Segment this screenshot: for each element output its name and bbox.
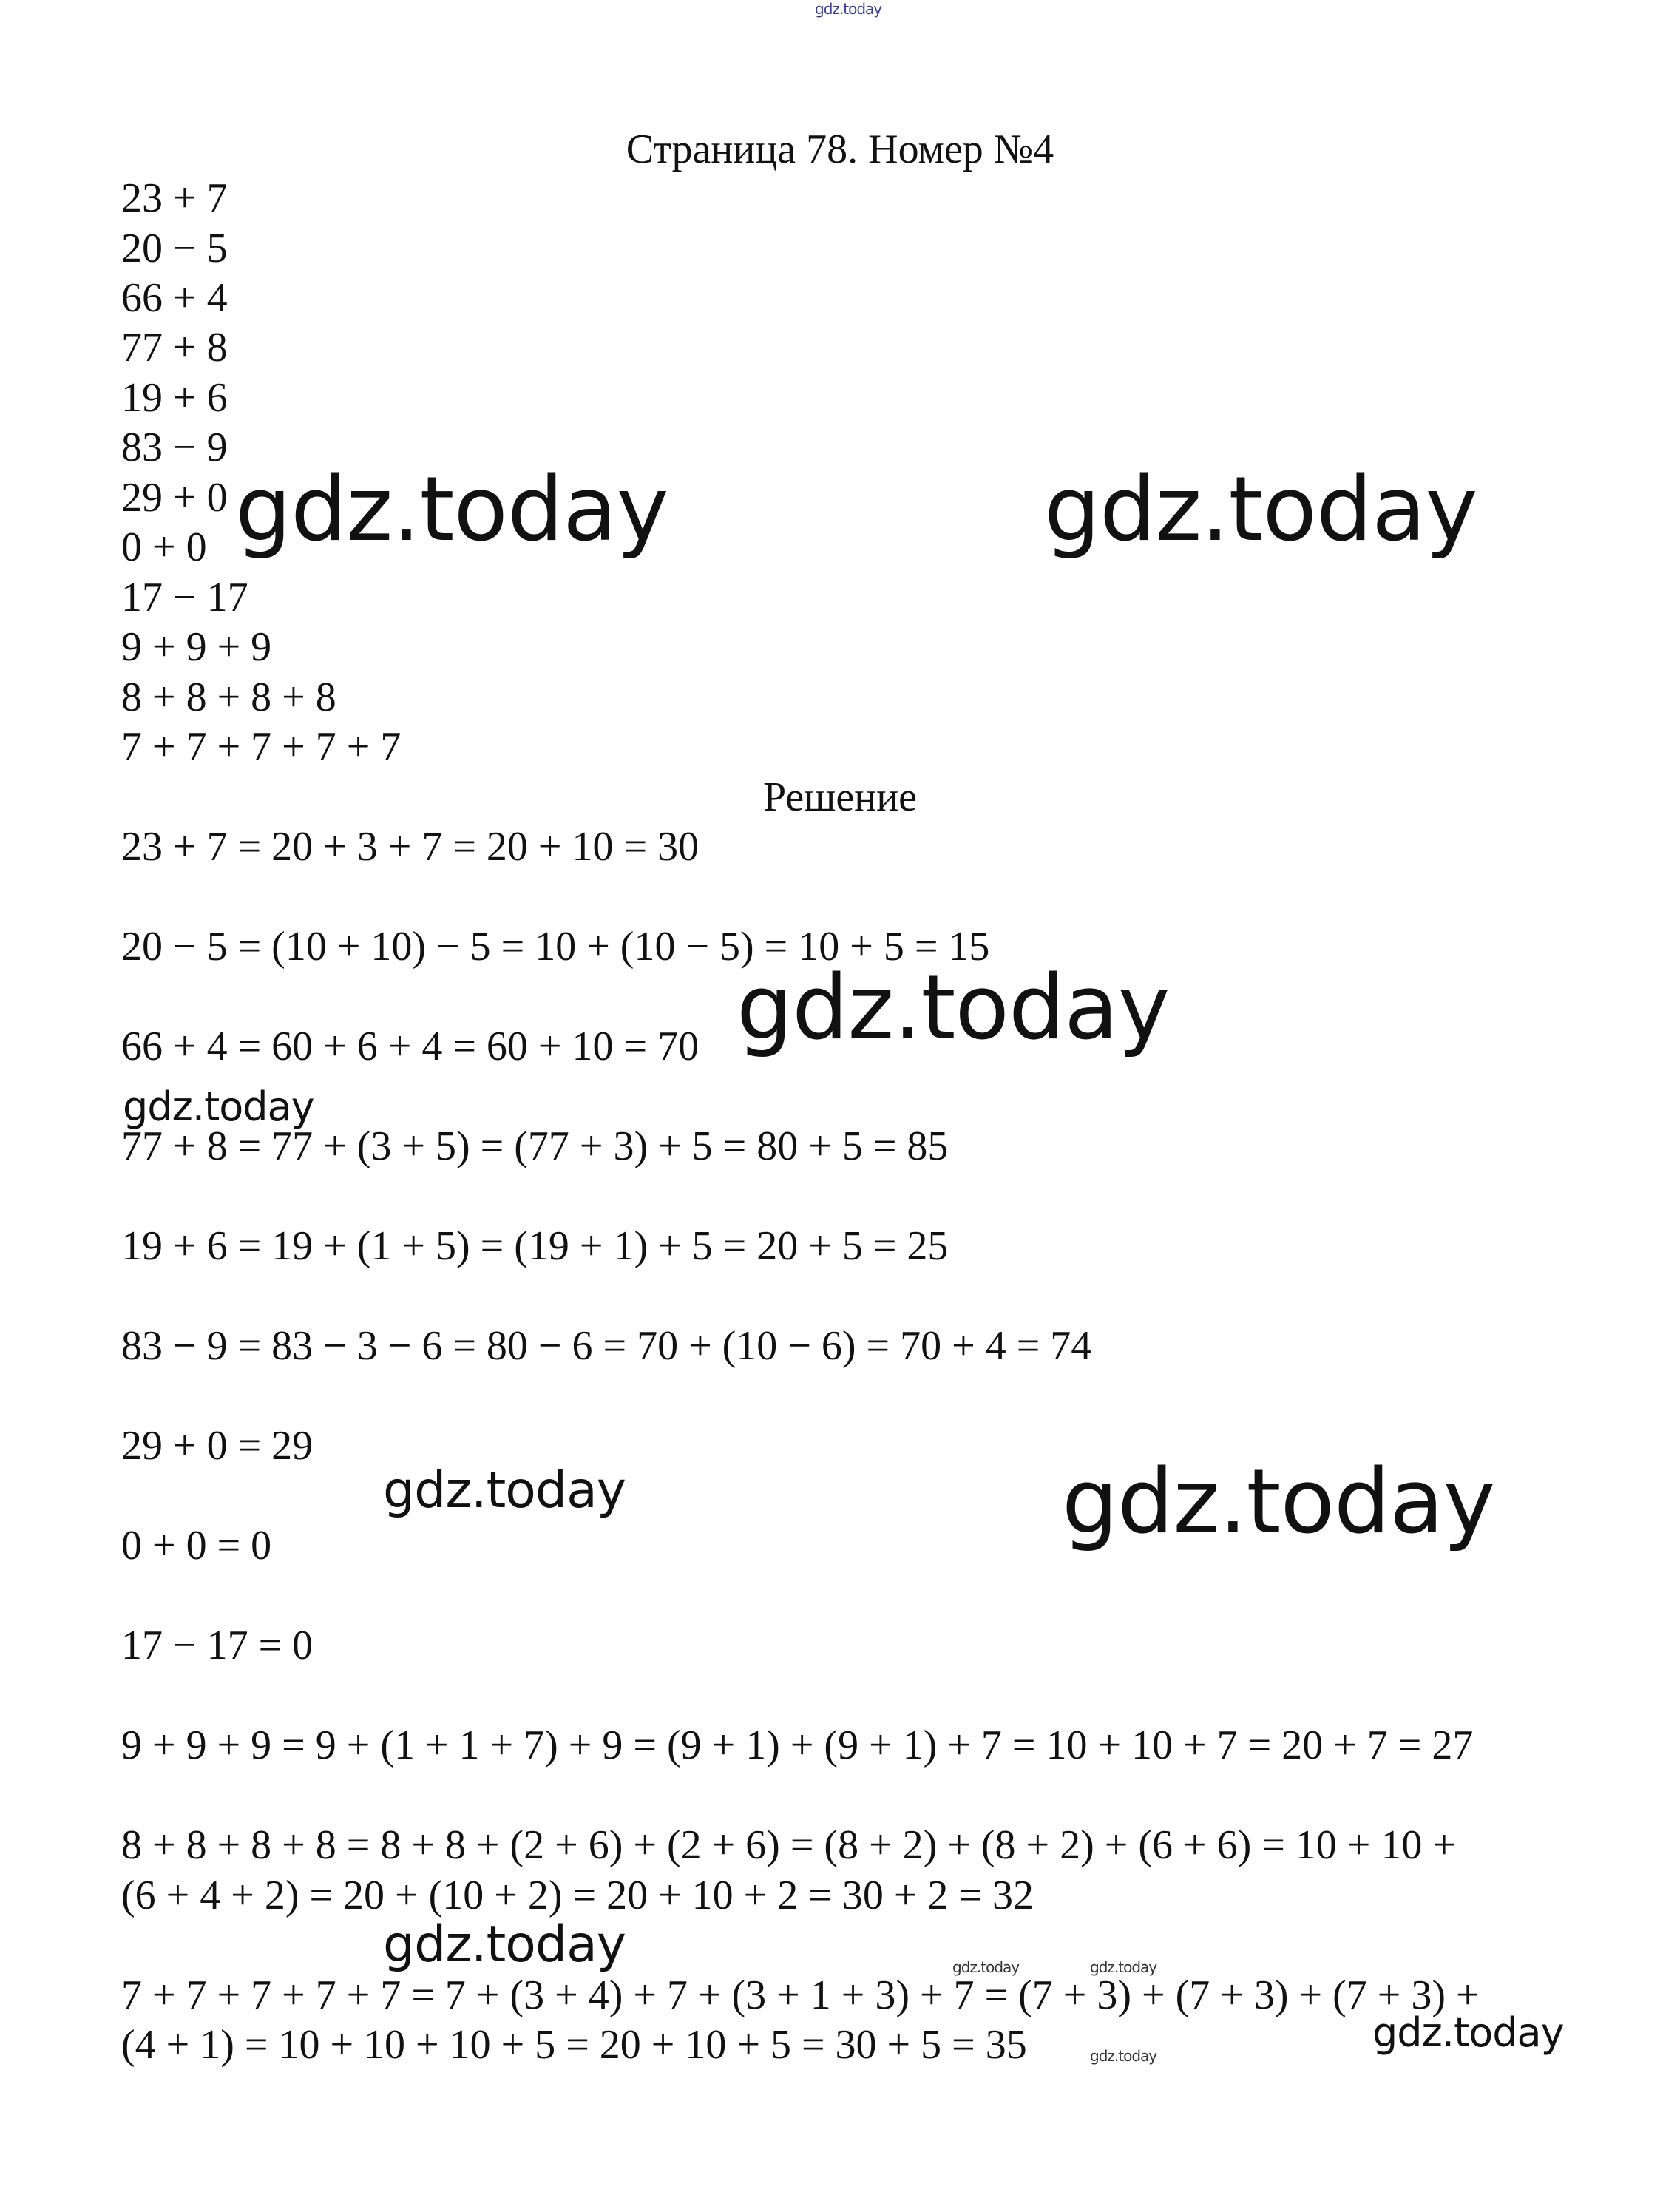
page-title: Страница 78. Номер №4 bbox=[626, 126, 1054, 172]
solution-line-8: 0 + 0 = 0 bbox=[121, 1523, 272, 1569]
task-expression-7: 29 + 0 bbox=[121, 475, 228, 521]
watermark-5: gdz.today bbox=[383, 1461, 626, 1520]
solution-line-5: 19 + 6 = 19 + (1 + 5) = (19 + 1) + 5 = 20 + 5 = 25 bbox=[121, 1223, 949, 1269]
watermark-8: gdz.today bbox=[952, 1958, 1020, 1976]
solution-line-11: 8 + 8 + 8 + 8 = 8 + 8 + (2 + 6) + (2 + 6) = (8 + 2) + (8 + 2) + (6 + 6) = 10 + 10 + bbox=[121, 1822, 1456, 1868]
solution-line-3: 66 + 4 = 60 + 6 + 4 = 60 + 10 = 70 bbox=[121, 1024, 700, 1069]
solution-line-4: 77 + 8 = 77 + (3 + 5) = (77 + 3) + 5 = 80 + 5 = 85 bbox=[121, 1123, 949, 1169]
watermark-1: gdz.today bbox=[235, 459, 668, 561]
solution-line-14: (4 + 1) = 10 + 10 + 10 + 5 = 20 + 10 + 5 = 30 + 5 = 35 bbox=[121, 2022, 1027, 2068]
solution-line-1: 23 + 7 = 20 + 3 + 7 = 20 + 10 = 30 bbox=[121, 824, 700, 870]
task-expression-10: 9 + 9 + 9 bbox=[121, 624, 272, 670]
watermark-6: gdz.today bbox=[1062, 1451, 1495, 1554]
watermark-11: gdz.today bbox=[1090, 2047, 1157, 2065]
watermark-3: gdz.today bbox=[736, 957, 1170, 1060]
task-expression-4: 77 + 8 bbox=[121, 325, 228, 371]
watermark-9: gdz.today bbox=[1090, 1958, 1157, 1976]
watermark-7: gdz.today bbox=[383, 1915, 626, 1974]
watermark-2: gdz.today bbox=[1044, 459, 1477, 561]
watermark-top: gdz.today bbox=[815, 0, 882, 18]
solution-line-9: 17 − 17 = 0 bbox=[121, 1623, 314, 1668]
task-expression-5: 19 + 6 bbox=[121, 375, 228, 421]
task-expression-2: 20 − 5 bbox=[121, 226, 228, 271]
task-expression-9: 17 − 17 bbox=[121, 575, 248, 620]
watermark-4: gdz.today bbox=[123, 1083, 314, 1130]
solution-line-7: 29 + 0 = 29 bbox=[121, 1423, 314, 1469]
task-expression-11: 8 + 8 + 8 + 8 bbox=[121, 674, 336, 720]
solution-line-10: 9 + 9 + 9 = 9 + (1 + 1 + 7) + 9 = (9 + 1) + (9 + 1) + 7 = 10 + 10 + 7 = 20 + 7 = 27 bbox=[121, 1722, 1474, 1768]
task-expression-8: 0 + 0 bbox=[121, 524, 207, 570]
solution-line-13: 7 + 7 + 7 + 7 + 7 = 7 + (3 + 4) + 7 + (3 + 1 + 3) + 7 = (7 + 3) + (7 + 3) + (7 + 3) + bbox=[121, 1972, 1480, 2018]
task-expression-6: 83 − 9 bbox=[121, 424, 228, 470]
solution-line-12: (6 + 4 + 2) = 20 + (10 + 2) = 20 + 10 + 2 = 30 + 2 = 32 bbox=[121, 1873, 1034, 1918]
solution-line-6: 83 − 9 = 83 − 3 − 6 = 80 − 6 = 70 + (10 − 6) = 70 + 4 = 74 bbox=[121, 1323, 1092, 1369]
solution-line-2: 20 − 5 = (10 + 10) − 5 = 10 + (10 − 5) = 10 + 5 = 15 bbox=[121, 924, 990, 970]
solution-heading: Решение bbox=[762, 774, 918, 820]
task-expression-3: 66 + 4 bbox=[121, 275, 228, 321]
task-expression-1: 23 + 7 bbox=[121, 175, 228, 221]
watermark-10: gdz.today bbox=[1372, 2009, 1564, 2056]
task-expression-12: 7 + 7 + 7 + 7 + 7 bbox=[121, 724, 402, 770]
